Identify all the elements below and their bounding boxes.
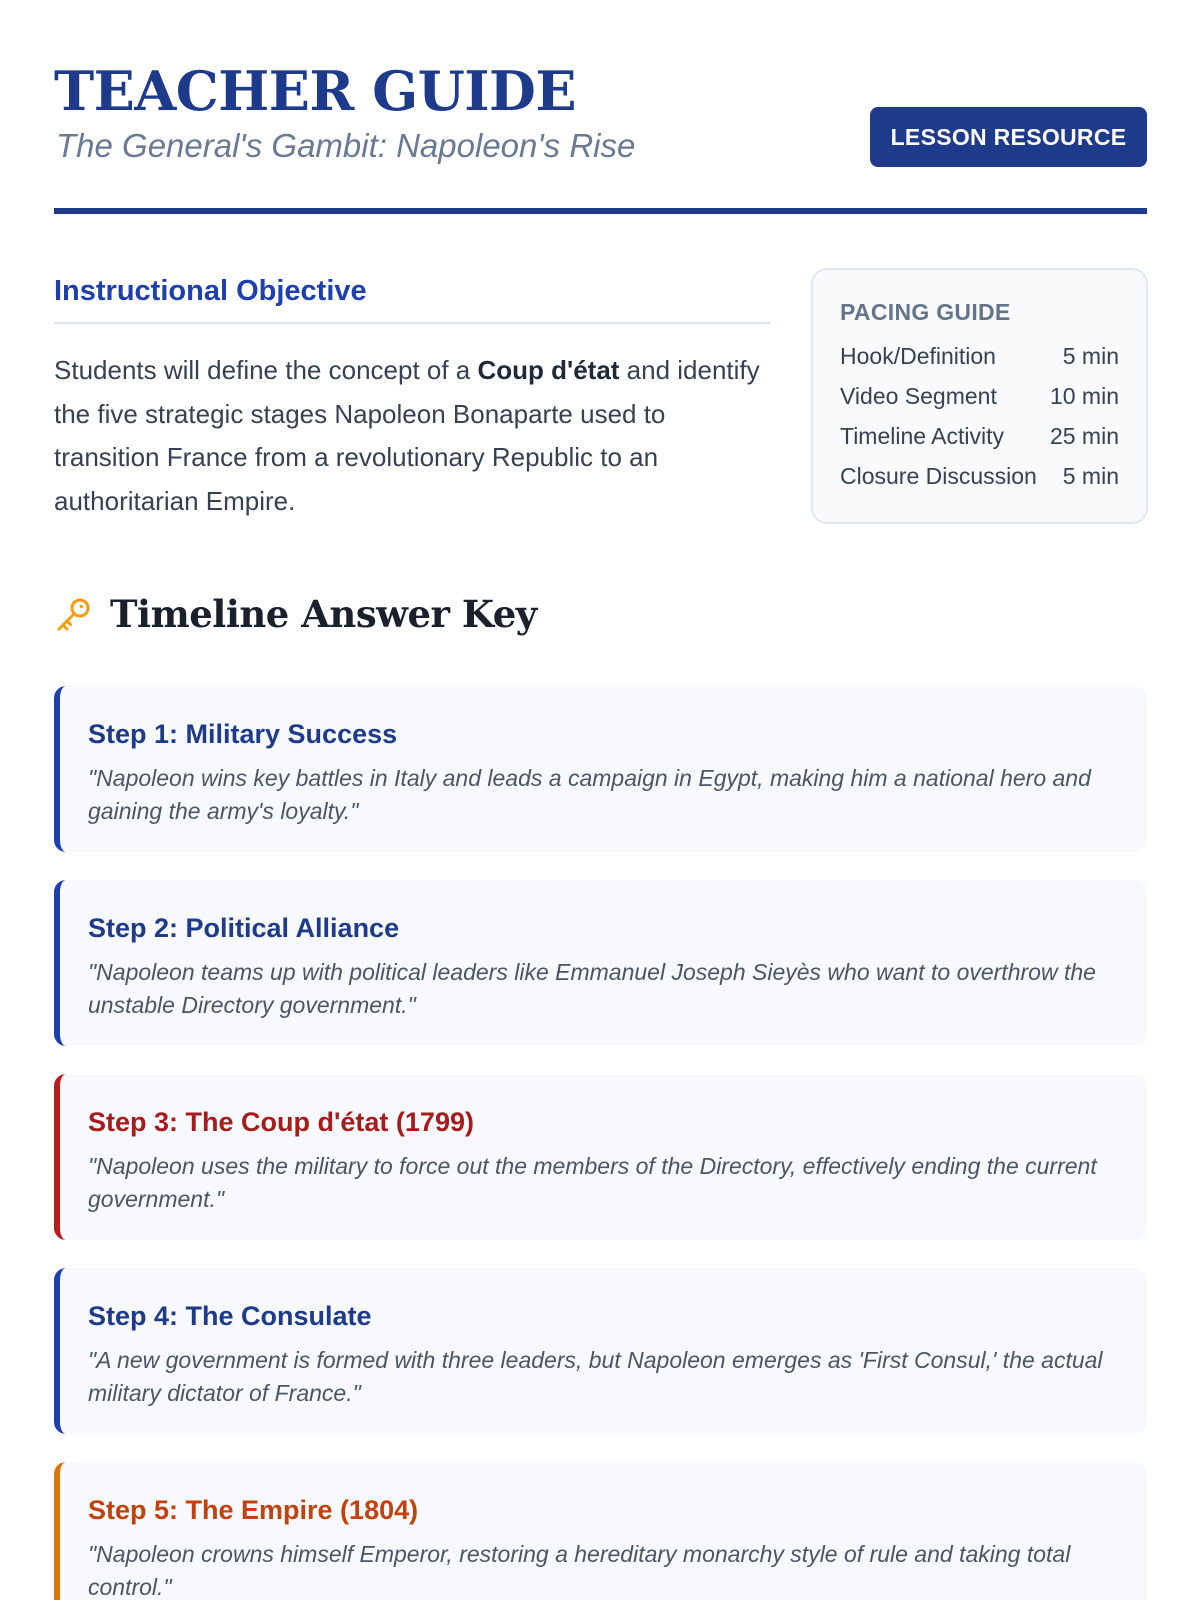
step-title: Step 2: Political Alliance — [88, 913, 400, 943]
page-header — [54, 56, 1147, 216]
pacing-activity: Video Segment — [840, 383, 997, 409]
step-card — [54, 880, 1147, 1046]
objective-keyterm: Coup d'état — [477, 355, 620, 385]
step-title: Step 3: The Coup d'état (1799) — [88, 1107, 474, 1137]
step-card — [54, 1268, 1147, 1434]
pacing-activity: Timeline Activity — [840, 423, 1005, 449]
objective-heading: Instructional Objective — [54, 270, 770, 324]
step-description: "Napoleon wins key battles in Italy and leads a campaign in Egypt, making him a national hero and gaining the army's loyalty." — [88, 765, 1091, 824]
step-description: "Napoleon teams up with political leaders like Emmanuel Joseph Sieyès who want to overthrow the unstable Directory government." — [88, 959, 1096, 1018]
pacing-row — [840, 416, 1119, 456]
pacing-row — [840, 376, 1119, 416]
step-title: Step 4: The Consulate — [88, 1301, 372, 1331]
step-description: "A new government is formed with three leaders, but Napoleon emerges as 'First Consul,' the actual military dictator of France." — [88, 1347, 1103, 1406]
answer-key-heading: Timeline Answer Key — [110, 592, 537, 636]
pacing-activity: Closure Discussion — [840, 463, 1037, 489]
page-subtitle: The General's Gambit: Napoleon's Rise — [56, 127, 636, 164]
pacing-row — [840, 456, 1119, 496]
step-title: Step 5: The Empire (1804) — [88, 1495, 419, 1525]
page-title: TEACHER GUIDE — [54, 59, 577, 123]
instructional-objective-section — [54, 270, 770, 523]
objective-text-start: Students will define the concept of a — [54, 355, 478, 385]
answer-key-heading-row — [54, 592, 537, 636]
step-card-final — [54, 1462, 1147, 1600]
pacing-activity: Hook/Definition — [840, 343, 996, 369]
pacing-time: 5 min — [1062, 463, 1119, 489]
pacing-time: 10 min — [1049, 383, 1119, 409]
pacing-time: 25 min — [1049, 423, 1119, 449]
step-description: "Napoleon crowns himself Emperor, restoring a hereditary monarchy style of rule and taking total control." — [88, 1541, 1071, 1600]
timeline-steps-list — [54, 686, 1147, 1600]
objective-text-end: and identify the five strategic stages Napoleon Bonaparte used to transition France from a revolutionary Republic to an authoritarian Empire. — [54, 355, 760, 516]
step-description: "Napoleon uses the military to force out the members of the Directory, effectively ending the current government." — [88, 1153, 1097, 1212]
step-card-highlight — [54, 1074, 1147, 1240]
lesson-resource-button[interactable]: LESSON RESOURCE — [870, 107, 1147, 167]
pacing-guide-card — [811, 268, 1148, 524]
pacing-time: 5 min — [1062, 343, 1119, 369]
pacing-guide-title: PACING GUIDE — [840, 299, 1011, 325]
objective-text — [54, 349, 770, 523]
step-card — [54, 686, 1147, 852]
step-title: Step 1: Military Success — [88, 719, 398, 749]
pacing-row — [840, 336, 1119, 376]
key-icon — [54, 594, 94, 634]
header-divider — [54, 208, 1147, 214]
